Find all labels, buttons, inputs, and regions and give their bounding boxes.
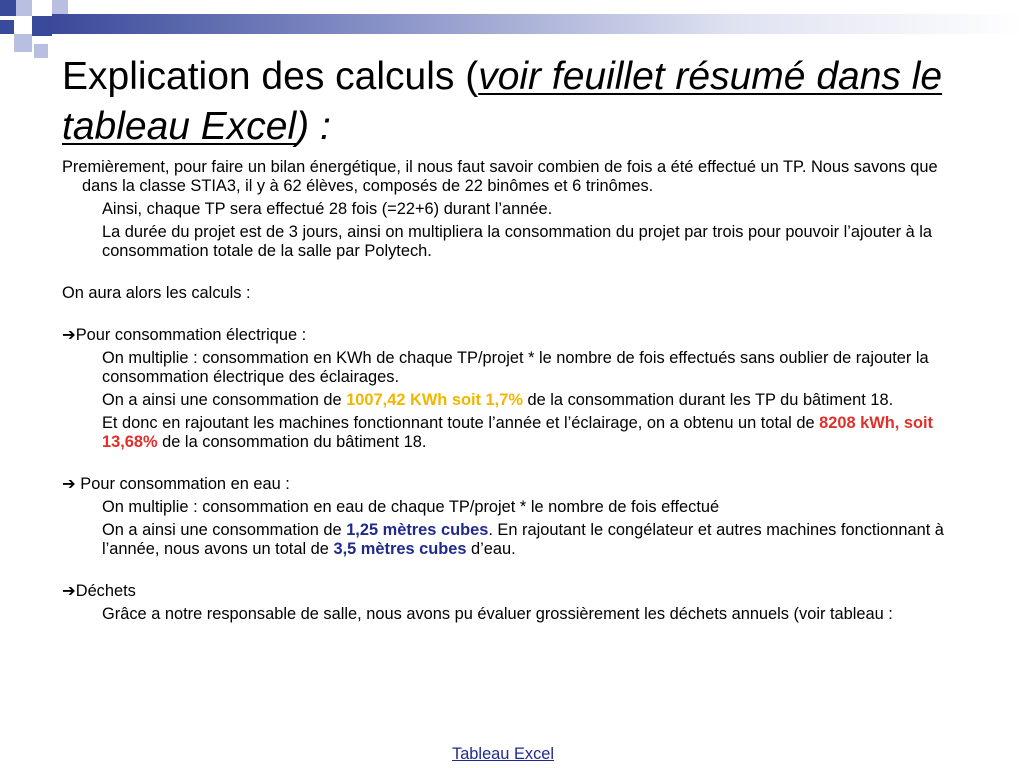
header-gradient-bar [52,14,1024,34]
slide-title [62,52,962,152]
dechets-line-1: Grâce a notre responsable de salle, nous avons pu évaluer grossièrement les déchets annuels (voir tableau : [102,605,893,623]
arrow-right-icon: ➔ [62,326,76,344]
eau-heading [62,475,962,494]
electrique-line-2-pre: On a ainsi une consommation de [102,391,347,409]
eau-line-2-mid: . En rajoutant le congélateur et autres machines fonctionnant à l’année, nous avons un total de [102,521,944,558]
electrique-line-3-pre: Et donc en rajoutant les machines fonctionnant toute l’année et l’éclairage, on a obtenu un total de [102,414,820,432]
eau-line-1: On multiplie : consommation en eau de chaque TP/projet * le nombre de fois effectué [102,498,720,516]
calculs-intro: On aura alors les calculs : [62,284,251,302]
eau-total-value: 3,5 mètres cubes [333,540,467,558]
deco-square-5 [52,0,68,14]
deco-square-1 [0,0,16,16]
eau-line-2 [62,521,962,559]
electrique-heading [62,326,962,345]
electrique-line-3 [62,414,962,452]
electrique-total-value: 8208 kWh, soit 13,68% [102,414,934,451]
dechets-heading [62,582,962,601]
title-prefix: Explication des calculs ( [62,55,479,98]
slide-body [62,158,962,628]
electrique-heading-label: Pour consommation électrique : [75,326,307,344]
electrique-tp-consumption-value: 1007,42 KWh soit 1,7% [346,391,523,409]
electrique-line-1: On multiplie : consommation en KWh de chaque TP/projet * le nombre de fois effectués sans oublier de rajouter la consommation électrique des éclairages. [102,349,929,386]
deco-square-2 [16,0,32,16]
deco-square-7 [34,44,48,58]
arrow-right-icon: ➔ [62,582,76,600]
title-suffix: ) : [296,105,331,148]
deco-square-3 [32,16,52,36]
deco-square-4 [14,34,32,52]
deco-square-6 [0,20,14,34]
dechets-heading-label: Déchets [75,582,136,600]
electrique-line-2 [62,391,962,410]
intro-subline-tp-count: Ainsi, chaque TP sera effectué 28 fois (=22+6) durant l’année. [102,200,553,218]
eau-line-2-post: d’eau. [466,540,516,558]
eau-tp-consumption-value: 1,25 mètres cubes [346,521,489,539]
eau-heading-label: Pour consommation en eau : [75,475,290,493]
arrow-right-icon: ➔ [62,475,76,493]
intro-subline-project: La durée du projet est de 3 jours, ainsi on multipliera la consommation du projet par trois pour pouvoir l’ajouter à la consommation totale de la salle par Polytech. [102,223,933,260]
eau-line-2-pre: On a ainsi une consommation de [102,521,347,539]
tableau-excel-link[interactable]: Tableau Excel [452,745,555,763]
electrique-line-3-post: de la consommation du bâtiment 18. [157,433,427,451]
electrique-line-2-post: de la consommation durant les TP du bâtiment 18. [522,391,894,409]
title-excel-link[interactable]: voir feuillet résumé dans le tableau Excel [62,55,943,148]
intro-paragraph: Premièrement, pour faire un bilan énergétique, il nous faut savoir combien de fois a été effectué un TP. Nous savons que dans la classe STIA3, il y à 62 élèves, composés de 22 binômes et 6 trinômes. [62,158,938,195]
